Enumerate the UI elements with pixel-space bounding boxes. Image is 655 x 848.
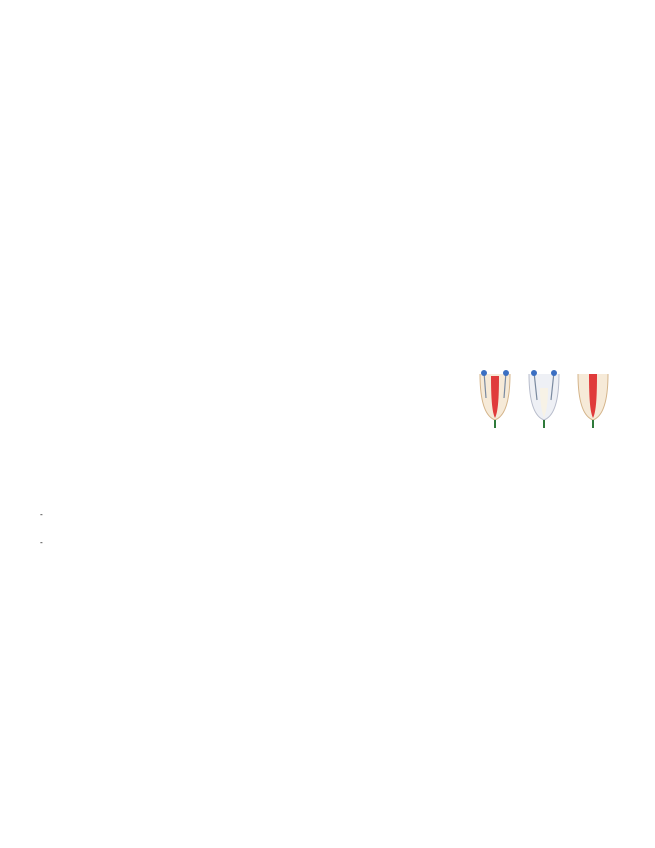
flower-types-figure <box>472 368 618 454</box>
pistillate-flower-icon <box>578 374 608 428</box>
bullet-dash: - <box>40 509 43 519</box>
staminate-flower-icon <box>529 370 559 428</box>
bullet-dash: - <box>40 537 43 547</box>
bisexual-flower-icon <box>480 370 510 428</box>
reproductive-systems-diagram <box>62 80 592 338</box>
